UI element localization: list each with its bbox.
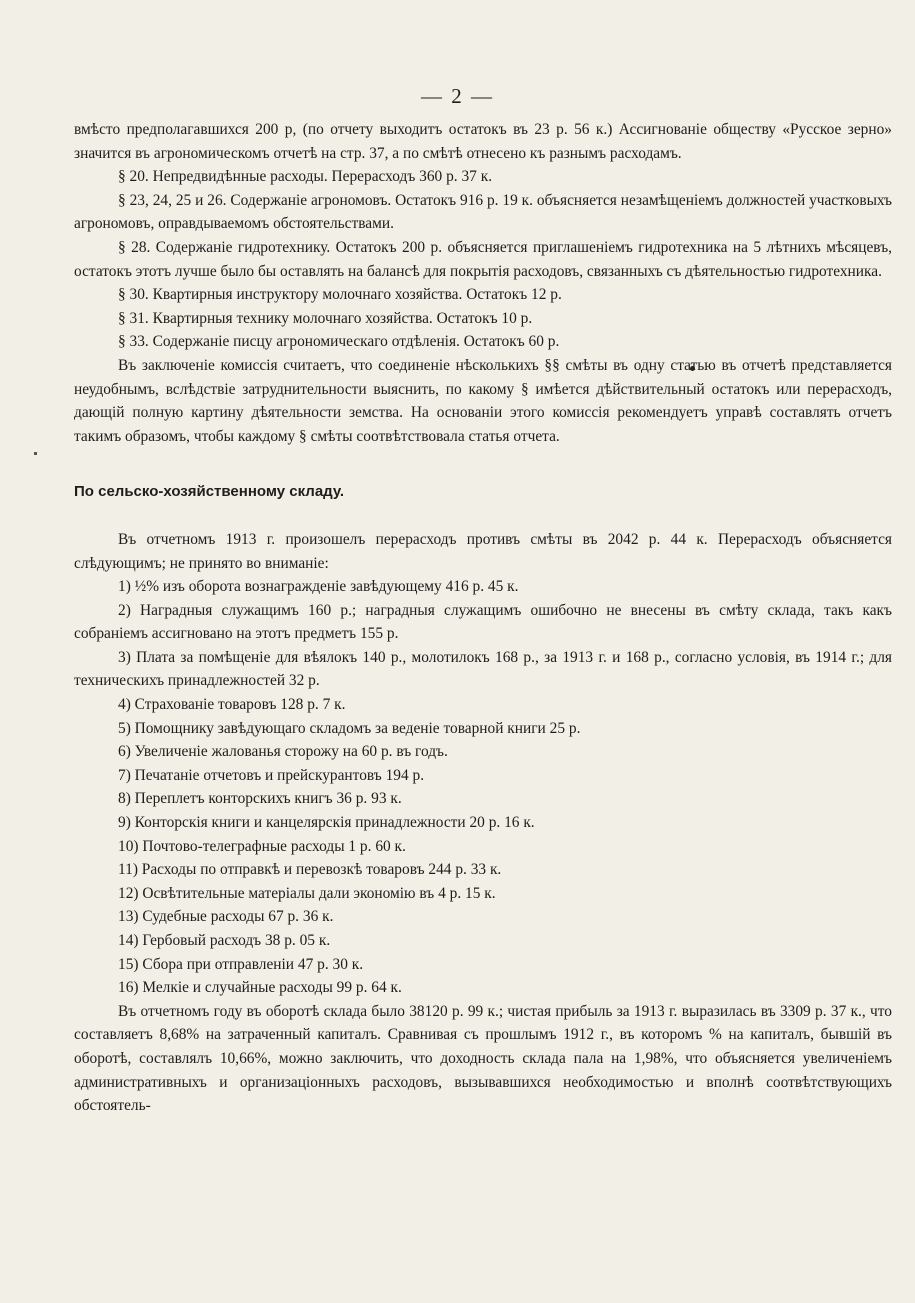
intro-paragraph: Въ отчетномъ 1913 г. произошелъ перерасходъ противъ смѣты въ 2042 р. 44 к. Перерасходъ объясняется слѣдующимъ; не принято во вниманіе: [74, 530, 892, 572]
paragraph: вмѣсто предполагавшихся 200 р, (по отчету выходитъ остатокъ въ 23 р. 56 к.) Ассигнованіе обществу «Русское зерно» значится въ агрономическомъ отчетѣ на стр. 37, а по смѣтѣ отнесено къ разнымъ расходамъ. [74, 121, 892, 162]
list-item: 11) Расходы по отправкѣ и перевозкѣ товаровъ 244 р. 33 к. [118, 861, 502, 879]
list-item: 10) Почтово-телеграфные расходы 1 р. 60 к. [118, 837, 406, 855]
closing-paragraph: Въ отчетномъ году въ оборотѣ склада было 38120 р. 99 к.; чистая прибыль за 1913 г. выразилась въ 3309 р. 37 к., что составляетъ 8,68% на затраченный капиталъ. Сравнивая съ прошлымъ 1912 г., въ которомъ % на капиталъ, бывшій въ оборотѣ, составлялъ 10,66%, можно заключить, что доходность склада пала на 1,98%, что объясняется увеличеніемъ административныхъ и организаціонныхъ расходовъ, вызывавшихся необходимостью и вполнѣ соотвѣтствующихъ обстоятель- [74, 1002, 892, 1115]
list-item: 14) Гербовый расходъ 38 р. 05 к. [118, 932, 331, 949]
list-item: 4) Страхованіе товаровъ 128 р. 7 к. [118, 696, 346, 714]
list-item: 9) Конторскія книги и канцелярскія принадлежности 20 р. 16 к. [118, 814, 535, 832]
list-item: 3) Плата за помѣщеніе для вѣялокъ 140 р., молотилокъ 168 р., за 1913 г. и 168 р., согласно условія, въ 1914 г.; для техническихъ принадлежностей 32 р. [74, 648, 892, 690]
margin-mark [34, 452, 37, 455]
paragraph: § 33. Содержаніе писцу агрономическаго отдѣленія. Остатокъ 60 р. [118, 333, 560, 351]
list-item: 13) Судебные расходы 67 р. 36 к. [118, 908, 334, 926]
list-item: 7) Печатаніе отчетовъ и прейскурантовъ 194 р. [118, 766, 425, 784]
section-heading: По сельско-хозяйственному складу. [74, 483, 345, 501]
paragraph: § 28. Содержаніе гидротехнику. Остатокъ 200 р. объясняется приглашеніемъ гидротехника на 5 лѣтнихъ мѣсяцевъ, остатокъ этотъ лучше было бы оставлять на балансѣ для покрытія расходовъ, связанныхъ съ дѣятельностью гидротехника. [74, 238, 892, 280]
paragraph: § 30. Квартирныя инструктору молочнаго хозяйства. Остатокъ 12 р. [118, 286, 562, 304]
list-item: 2) Наградныя служащимъ 160 р.; наградныя служащимъ ошибочно не внесены въ смѣту склада, такъ какъ собраніемъ ассигновано на этотъ предметъ 155 р. [74, 601, 892, 643]
body-text [74, 118, 892, 1118]
paragraph: § 23, 24, 25 и 26. Содержаніе агрономовъ. Остатокъ 916 р. 19 к. объясняется незамѣщеніемъ должностей участковыхъ агрономовъ, оправдываемомъ обстоятельствами. [74, 191, 892, 233]
list-item: 12) Освѣтительные матеріалы дали экономію въ 4 р. 15 к. [118, 884, 496, 902]
page-number: — 2 — [421, 84, 494, 108]
list-item: 15) Сбора при отправленіи 47 р. 30 к. [118, 955, 364, 973]
list-item: 16) Мелкіе и случайные расходы 99 р. 64 к. [118, 979, 402, 997]
list-item: 8) Переплетъ конторскихъ книгъ 36 р. 93 к. [118, 790, 402, 808]
paragraph: Въ заключеніе комиссія считаетъ, что соединеніе нѣсколькихъ §§ смѣты въ одну статью въ отчетѣ представляется неудобнымъ, вслѣдствіе затруднительности выяснить, по какому § имѣется дѣйствительный остатокъ или перерасходъ, дающій полную картину дѣятельности земства. На основаніи этого комиссія рекомендуетъ управѣ составлять отчетъ такимъ образомъ, чтобы каждому § смѣты соотвѣтствовала статья отчета. [74, 356, 892, 445]
paragraph: § 31. Квартирныя технику молочнаго хозяйства. Остатокъ 10 р. [118, 309, 533, 327]
list-item: 6) Увеличеніе жалованья сторожу на 60 р. въ годъ. [118, 743, 448, 761]
list-item: 5) Помощнику завѣдующаго складомъ за веденіе товарной книги 25 р. [118, 719, 581, 737]
paragraph: § 20. Непредвидѣнные расходы. Перерасходъ 360 р. 37 к. [118, 168, 493, 186]
list-item: 1) ½% изъ оборота вознагражденіе завѣдующему 416 р. 45 к. [118, 578, 519, 596]
